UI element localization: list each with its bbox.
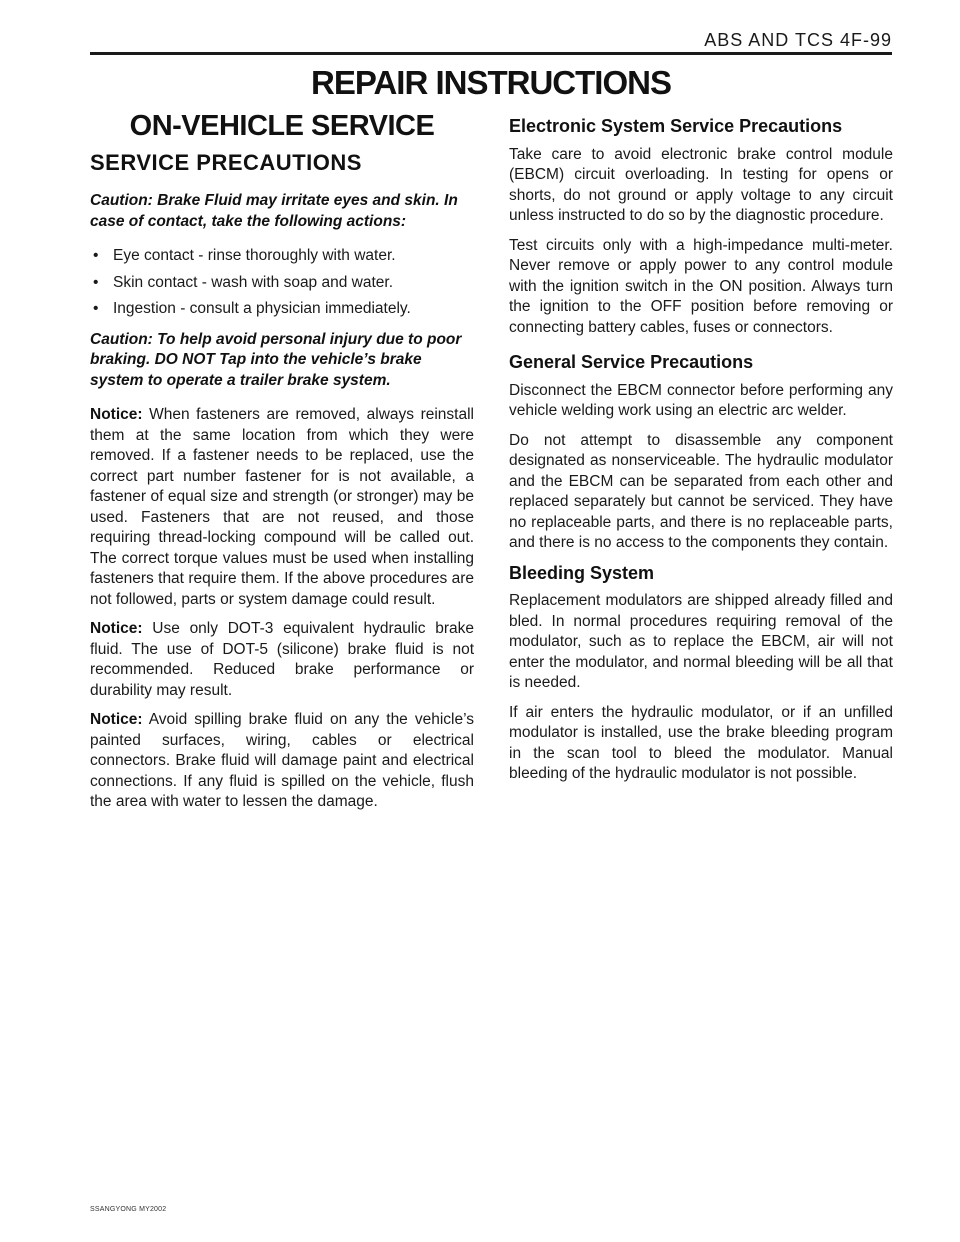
list-item <box>90 299 474 320</box>
notice-text: Avoid spilling brake fluid on any the vehicle’s painted surfaces, wiring, cables or electrical connectors. Brake fluid will damage paint and electrical connections. If any fluid is spilled on the vehicle, flush the area with water to lessen the damage. <box>90 711 475 810</box>
list-item <box>90 246 474 267</box>
bullet-icon: • <box>93 247 99 264</box>
notice-text: When fasteners are removed, always reinstall them at the same location from which they were removed. If a fastener needs to be replaced, use the correct part number fastener for is not available, a fastener of equal size and strength (or stronger) may be used. Fasteners that are not reused, and those requiring thread-locking compound will be called out. The correct torque values must be used when installing fasteners that require them. If the above procedures are not followed, parts or system damage could result. <box>90 406 474 608</box>
notice-spilling <box>90 710 474 813</box>
caution-brake-fluid: Caution: Brake Fluid may irritate eyes and skin. In case of contact, take the following actions: <box>90 192 458 230</box>
header-rule <box>90 52 892 55</box>
notice-label: Notice: <box>90 711 143 728</box>
first-aid-list <box>90 246 474 320</box>
list-item <box>90 273 474 294</box>
notice-brake-fluid-type <box>90 619 474 701</box>
bullet-icon: • <box>93 300 99 317</box>
paragraph: Disconnect the EBCM connector before performing any vehicle welding work using an electric arc welder. <box>509 381 893 419</box>
section-title: REPAIR INSTRUCTIONS <box>311 64 671 101</box>
bleeding-system-heading: Bleeding System <box>509 562 655 583</box>
running-head: ABS AND TCS 4F-99 <box>704 30 892 50</box>
service-precautions-heading: SERVICE PRECAUTIONS <box>90 149 362 175</box>
notice-text: Use only DOT-3 equivalent hydraulic brake fluid. The use of DOT-5 (silicone) brake fluid is not recommended. Reduced brake performance or durability may result. <box>90 620 474 699</box>
notice-fasteners <box>90 405 474 610</box>
notice-label: Notice: <box>90 620 143 637</box>
bullet-icon: • <box>93 273 99 291</box>
right-column <box>509 112 893 794</box>
list-item-text: Ingestion - consult a physician immediately. <box>113 300 411 317</box>
caution-trailer-brake: Caution: To help avoid personal injury due to poor braking. DO NOT Tap into the vehicle’s brake system to operate a trailer brake system. <box>90 330 462 389</box>
paragraph: Take care to avoid electronic brake control module (EBCM) circuit overloading. In testing for opens or shorts, do not ground or apply voltage to any circuit unless instructed to do so by the diagnostic procedure. <box>509 145 893 224</box>
paragraph: If air enters the hydraulic modulator, or if an unfilled modulator is installed, use the brake bleeding program in the scan tool to bleed the modulator. Manual bleeding of the hydraulic modulator is not possible. <box>509 703 893 782</box>
general-precautions-heading: General Service Precautions <box>509 352 754 372</box>
list-item-text: Skin contact - wash with soap and water. <box>113 273 394 291</box>
paragraph: Do not attempt to disassemble any component designated as nonserviceable. The hydraulic modulator and the EBCM can be separated from each other and replaced separately but cannot be serviced. They have no replaceable parts, and there is no replaceable parts, and there is no access to the components they contain. <box>509 431 893 551</box>
paragraph: Replacement modulators are shipped already filled and bled. In normal procedures requiring removal of the modulator, such as to replace the EBCM, air will not enter the modulator, and normal bleeding will be all that is needed. <box>509 592 893 691</box>
paragraph: Test circuits only with a high-impedance multi-meter. Never remove or apply power to any control module with the ignition switch in the ON position. Always turn the ignition to the OFF position before removing or connecting battery cables, fuses or connectors. <box>509 236 893 336</box>
left-column <box>90 112 474 822</box>
notice-label: Notice: <box>90 406 143 423</box>
chapter-title: ON-VEHICLE SERVICE <box>129 110 435 142</box>
electronic-precautions-heading: Electronic System Service Precautions <box>509 116 843 136</box>
list-item-text: Eye contact - rinse thoroughly with water. <box>113 247 396 264</box>
footer-model-year: SSANGYONG MY2002 <box>90 1206 167 1213</box>
